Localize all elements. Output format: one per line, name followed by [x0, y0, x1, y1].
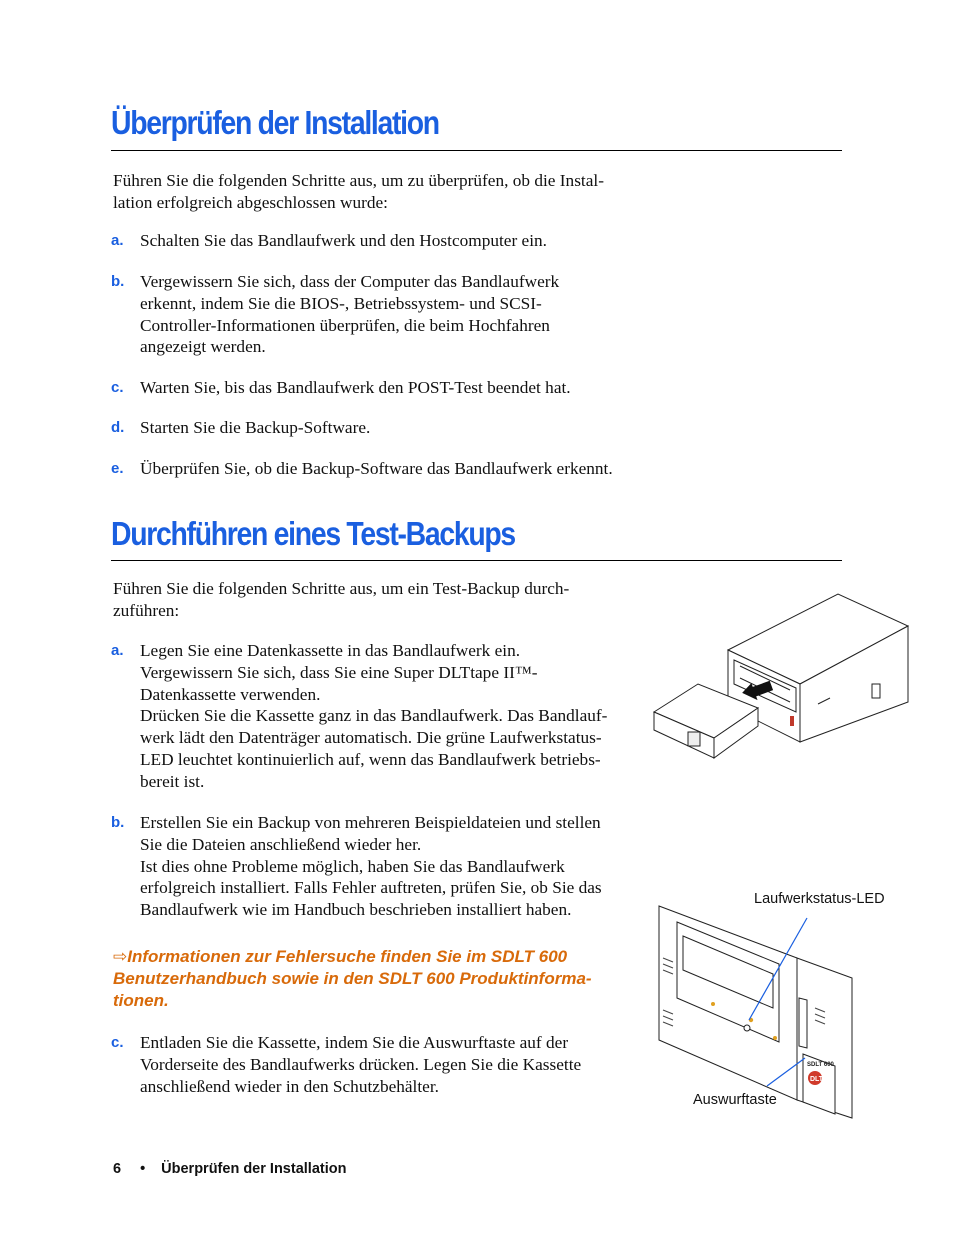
- step-letter: b.: [111, 814, 125, 831]
- footer-section-title: Überprüfen der Installation: [161, 1161, 347, 1177]
- step-line: Sie die Dateien anschließend wieder her.: [140, 834, 422, 854]
- eject-button: [744, 1025, 750, 1031]
- intro-line: lation erfolgreich abgeschlossen wurde:: [113, 192, 388, 212]
- badge-logo-text: DLT: [810, 1076, 824, 1083]
- intro-line: Führen Sie die folgenden Schritte aus, um zu überprüfen, ob die Instal-: [113, 171, 604, 190]
- page-footer: [113, 1161, 346, 1177]
- step-text: [140, 271, 671, 358]
- step-line: erfolgreich installiert. Falls Fehler auftreten, prüfen Sie, ob Sie das: [140, 878, 602, 898]
- note-line: Informationen zur Fehlersuche finden Sie im SDLT 600: [127, 947, 568, 966]
- step-line: Legen Sie eine Datenkassette in das Bandlaufwerk ein.: [140, 641, 521, 660]
- label-eject-button: Auswurftaste: [693, 1092, 777, 1108]
- step-line: Entladen Sie die Kassette, indem Sie die Auswurftaste auf der: [140, 1033, 569, 1052]
- intro-line: zuführen:: [113, 600, 180, 620]
- step-text: Überprüfen Sie, ob die Backup-Software das Bandlaufwerk erkennt.: [140, 459, 613, 478]
- step-line: Vorderseite des Bandlaufwerks drücken. Legen Sie die Kassette: [140, 1054, 582, 1074]
- note-arrow-icon: ⇨: [113, 947, 128, 966]
- drive-insertion-illustration: [650, 592, 912, 762]
- step-text: [140, 812, 671, 921]
- heading-rule: [111, 560, 842, 561]
- step-text: Starten Sie die Backup-Software.: [140, 418, 371, 437]
- step-line: Vergewissern Sie sich, dass Sie eine Super DLTtape II™-: [140, 662, 538, 682]
- troubleshooting-note: [113, 946, 653, 1012]
- step-letter: e.: [111, 460, 124, 477]
- step-line: LED leuchtet kontinuierlich auf, wenn das Bandlaufwerk betriebs-: [140, 749, 601, 769]
- step-line: Drücken Sie die Kassette ganz in das Bandlaufwerk. Das Bandlauf-: [140, 706, 608, 726]
- step-letter: d.: [111, 419, 125, 436]
- step-item: [111, 377, 671, 399]
- intro-paragraph: [113, 578, 658, 622]
- heading-rule: [111, 150, 842, 151]
- step-item: [111, 812, 671, 921]
- step-text: Schalten Sie das Bandlaufwerk und den Hostcomputer ein.: [140, 231, 547, 250]
- section-title-test-backup: Durchführen eines Test-Backups: [111, 515, 515, 552]
- step-line: Bandlaufwerk wie im Handbuch beschrieben installiert haben.: [140, 900, 572, 920]
- note-line: Benutzerhandbuch sowie in den SDLT 600 Produktinforma-: [113, 969, 592, 988]
- footer-bullet: •: [140, 1161, 146, 1177]
- step-line: Datenkassette verwenden.: [140, 684, 321, 704]
- step-line: Controller-Informationen überprüfen, die beim Hochfahren: [140, 315, 550, 335]
- step-line: Erstellen Sie ein Backup von mehreren Beispieldateien und stellen: [140, 813, 601, 832]
- note-line: tionen.: [113, 991, 169, 1010]
- step-item: [111, 230, 671, 252]
- step-letter: c.: [111, 1034, 124, 1051]
- step-item: [111, 458, 671, 480]
- step-letter: a.: [111, 232, 124, 249]
- step-line: erkennt, indem Sie die BIOS-, Betriebssystem- und SCSI-: [140, 293, 542, 313]
- step-text: [140, 640, 671, 793]
- step-letter: c.: [111, 379, 124, 396]
- section-title-installation-check: Überprüfen der Installation: [111, 104, 439, 141]
- step-line: Ist dies ohne Probleme möglich, haben Sie das Bandlaufwerk: [140, 856, 565, 876]
- step-letter: a.: [111, 642, 124, 659]
- step-item: [111, 640, 671, 793]
- step-text: [140, 1032, 671, 1097]
- step-line: bereit ist.: [140, 771, 205, 791]
- step-line: angezeigt werden.: [140, 337, 266, 357]
- step-item: [111, 271, 671, 358]
- badge-model-text: SDLT 600: [807, 1062, 834, 1068]
- page-number: 6: [113, 1161, 122, 1177]
- drive-front-illustration: [655, 878, 855, 1123]
- step-line: anschließend wieder in den Schutzbehälter.: [140, 1076, 439, 1096]
- step-item: [111, 1032, 671, 1097]
- step-item: [111, 417, 671, 439]
- intro-line: Führen Sie die folgenden Schritte aus, um ein Test-Backup durch-: [113, 579, 570, 598]
- intro-paragraph: [113, 170, 658, 214]
- step-line: Vergewissern Sie sich, dass der Computer das Bandlaufwerk: [140, 272, 560, 291]
- step-letter: b.: [111, 273, 125, 290]
- step-text: Warten Sie, bis das Bandlaufwerk den POST-Test beendet hat.: [140, 378, 571, 397]
- label-status-led: Laufwerkstatus-LED: [754, 891, 885, 907]
- step-line: werk lädt den Datenträger automatisch. Die grüne Laufwerkstatus-: [140, 728, 602, 748]
